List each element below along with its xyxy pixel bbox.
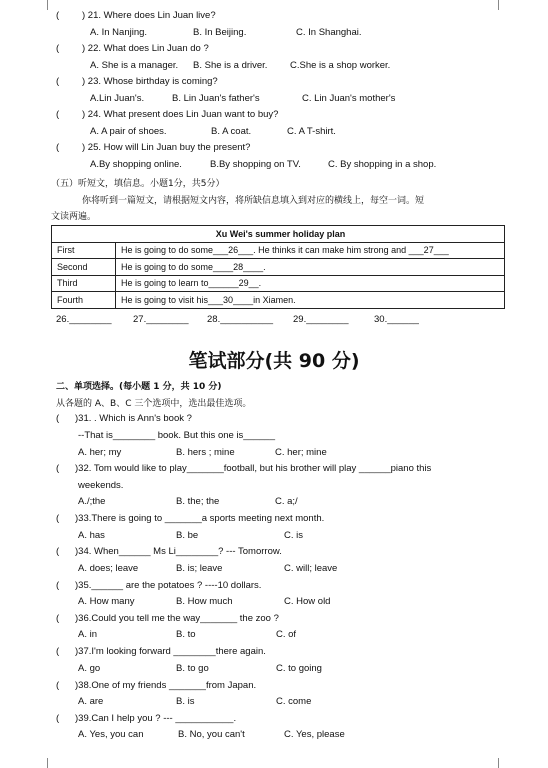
section-5-instructions-line1: 你将听到一篇短文，请根据短文内容，将所缺信息填入到对应的横线上，每空一词。短 [82,196,425,206]
option-22-c: C.She is a shop worker. [290,60,391,71]
option-36-c: C. of [276,629,297,640]
option-34-a: A. does; leave [78,563,139,574]
paren-39: ( [56,713,60,724]
question-31: )31. . Which is Ann's book ? [75,413,192,424]
option-31-a: A. her; my [78,447,122,458]
option-22-a: A. She is a manager. [90,60,179,71]
holiday-plan-table [51,225,505,309]
option-33-b: B. be [176,530,199,541]
option-39-b: B. No, you can't [178,729,245,740]
option-32-b: B. the; the [176,496,220,507]
option-24-c: C. A T-shirt. [287,126,336,137]
option-37-b: B. to go [176,663,209,674]
answer-blank-30: 30.______ [374,314,419,325]
section-5-title: （五）听短文，填信息。小题1分，共5分） [51,179,225,189]
question-24: ) 24. What present does Lin Juan want to buy? [82,109,279,120]
question-39: )39.Can I help you ? --- ___________. [75,713,237,724]
paren-21: ( [56,10,60,21]
option-32-a: A./;the [78,496,106,507]
option-35-b: B. How much [176,596,233,607]
row-text-third: He is going to learn to______29__. [116,275,505,292]
option-25-a: A.By shopping online. [90,159,182,170]
section-2-instructions: 从各题的 A、B、C 三个选项中，选出最佳选项。 [56,399,252,409]
option-24-a: A. A pair of shoes. [90,126,167,137]
option-31-b: B. hers ; mine [176,447,235,458]
row-text-second: He is going to do some____28____. [116,259,505,276]
paren-36: ( [56,613,60,624]
corner-mark-right [498,0,499,10]
option-31-c: C. her; mine [275,447,327,458]
option-23-a: A.Lin Juan's. [90,93,145,104]
option-35-a: A. How many [78,596,135,607]
answer-blank-26: 26.________ [56,314,112,325]
paren-34: ( [56,546,60,557]
option-25-b: B.By shopping on TV. [210,159,301,170]
option-24-b: B. A coat. [211,126,252,137]
option-33-c: C. is [284,530,303,541]
paren-35: ( [56,580,60,591]
option-32-c: C. a;/ [275,496,298,507]
question-25: ) 25. How will Lin Juan buy the present? [82,142,251,153]
paren-24: ( [56,109,60,120]
question-31-sub: --That is________ book. But this one is______ [78,430,275,441]
option-34-c: C. will; leave [284,563,338,574]
corner-mark-left [47,0,48,10]
section-5-instructions-line2: 文读两遍。 [51,212,97,222]
answer-blank-28: 28.__________ [207,314,274,325]
option-21-a: A. In Nanjing. [90,27,148,38]
option-36-a: A. in [78,629,98,640]
row-label-fourth: Fourth [52,292,116,309]
option-34-b: B. is; leave [176,563,223,574]
option-38-c: C. come [276,696,312,707]
paren-32: ( [56,463,60,474]
option-35-c: C. How old [284,596,331,607]
corner-mark-bottom-left [47,758,48,768]
question-32: )32. Tom would like to play_______football, but his brother will play ______piano this [75,463,432,474]
answer-blank-27: 27.________ [133,314,189,325]
paren-33: ( [56,513,60,524]
row-label-first: First [52,242,116,259]
question-38: )38.One of my friends _______from Japan. [75,680,257,691]
table-title-row [52,226,505,243]
option-33-a: A. has [78,530,105,541]
option-25-c: C. By shopping in a shop. [328,159,437,170]
paren-25: ( [56,142,60,153]
option-39-c: C. Yes, please [284,729,345,740]
question-33: )33.There is going to _______a sports meeting next month. [75,513,325,524]
paren-37: ( [56,646,60,657]
table-row [52,242,505,259]
written-part-heading: 笔试部分(共 90 分) [188,350,360,372]
option-22-b: B. She is a driver. [193,60,268,71]
corner-mark-bottom-right [498,758,499,768]
option-21-b: B. In Beijing. [193,27,247,38]
option-23-c: C. Lin Juan's mother's [302,93,396,104]
section-2-title: 二、单项选择。(每小题 1 分，共 10 分) [56,382,222,392]
question-37: )37.I'm looking forward ________there again. [75,646,266,657]
question-22: ) 22. What does Lin Juan do ? [82,43,209,54]
paren-22: ( [56,43,60,54]
paren-38: ( [56,680,60,691]
table-row [52,259,505,276]
row-text-fourth: He is going to visit his___30____in Xiamen. [116,292,505,309]
question-35: )35.______ are the potatoes ? ----10 dollars. [75,580,262,591]
paren-23: ( [56,76,60,87]
table-row [52,275,505,292]
table-row [52,292,505,309]
option-23-b: B. Lin Juan's father's [172,93,260,104]
row-label-third: Third [52,275,116,292]
option-38-a: A. are [78,696,104,707]
option-21-c: C. In Shanghai. [296,27,362,38]
answer-blank-29: 29.________ [293,314,349,325]
option-37-c: C. to going [276,663,322,674]
option-38-b: B. is [176,696,195,707]
table-title: Xu Wei's summer holiday plan [52,226,505,243]
row-label-second: Second [52,259,116,276]
question-21: ) 21. Where does Lin Juan live? [82,10,216,21]
question-32-sub: weekends. [78,480,124,491]
paren-31: ( [56,413,60,424]
row-text-first: He is going to do some___26___. He thinks it can make him strong and ___27___ [116,242,505,259]
option-36-b: B. to [176,629,196,640]
option-37-a: A. go [78,663,101,674]
question-23: ) 23. Whose birthday is coming? [82,76,218,87]
option-39-a: A. Yes, you can [78,729,144,740]
question-34: )34. When______ Ms Li________? --- Tomorrow. [75,546,282,557]
question-36: )36.Could you tell me the way_______ the zoo ? [75,613,279,624]
